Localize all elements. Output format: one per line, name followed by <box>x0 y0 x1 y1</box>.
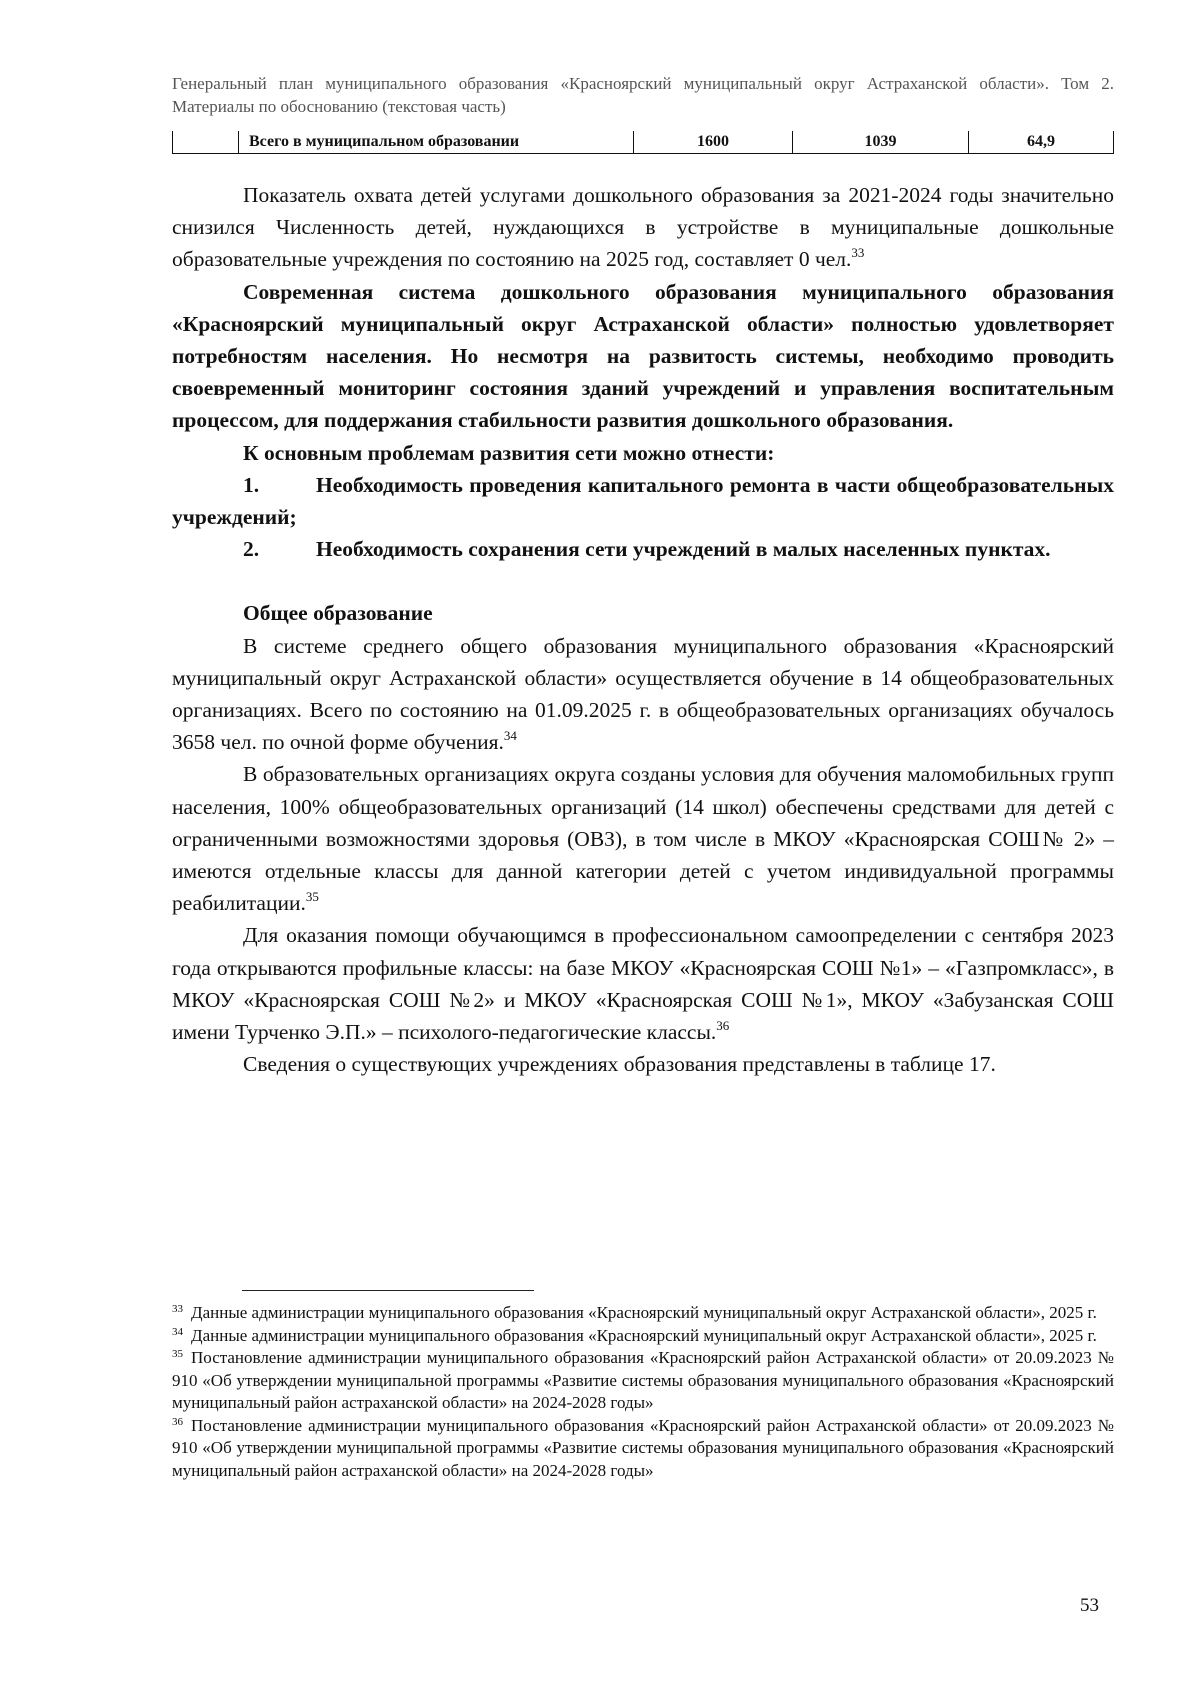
footnote: $^{35}$ Постановление администрации муниципального образования «Красноярский район Астраханской области» от 20.09.2023 № 910 «Об утверждении муниципальной программы «Развитие системы образования муниципального образования «Красноярский муниципальный район астраханской области» на 2024-2028 годы» <box>172 1348 1114 1412</box>
footnote-ref[interactable]: 36 <box>716 1018 730 1034</box>
footnote-ref[interactable]: 35 <box>305 889 319 905</box>
table-cell-value: 64,9 <box>1027 133 1055 150</box>
paragraph-bold: Современная система дошкольного образования муниципального образования «Красноярский муниципальный округ Астраханской области» полностью удовлетворяет потребностям населения. Но несмотря на развитость системы, необходимо проводить своевременный мониторинг состояния зданий учреждений и управления воспитательным процессом, для поддержания стабильности развития дошкольного образования. <box>172 279 1114 433</box>
table-cell-empty <box>173 131 239 153</box>
footnote-ref[interactable]: 34 <box>503 728 517 744</box>
paragraph: Для оказания помощи обучающимся в профессиональном самоопределении с сентября 2023 года открываются профильные классы: на базе МКОУ «Красноярская СОШ №1» – «Газпромкласс», в МКОУ «Красноярская СОШ №2» и МКОУ «Красноярская СОШ №1», МКОУ «Забузанская СОШ имени Турченко Э.П.» – психолого-педагогические классы.$^{36}$ <box>172 923 1114 1045</box>
document-page <box>172 72 1114 1080</box>
footnote: $^{36}$ Постановление администрации муниципального образования «Красноярский район Астраханской области» от 20.09.2023 № 910 «Об утверждении муниципальной программы «Развитие системы образования муниципального образования «Красноярский муниципальный район астраханской области» на 2024-2028 годы» <box>172 1415 1114 1480</box>
footnote: $^{33}$ Данные администрации муниципального образования «Красноярский муниципальный округ Астраханской области», 2025 г. <box>172 1303 1097 1322</box>
paragraph: Показатель охвата детей услугами дошкольного образования за 2021-2024 годы значительно снизился Численность детей, нуждающихся в устройстве в муниципальные дошкольные образовательные учреждения по состоянию на 2025 год, составляет 0 чел.$^{33}$ <box>172 183 1114 272</box>
paragraph: В системе среднего общего образования муниципального образования «Красноярский муниципальный округ Астраханской области» осуществляется обучение в 14 общеобразовательных организациях. Всего по состоянию на 01.09.2025 г. в общеобразовательных организациях обучалось 3658 чел. по очной форме обучения.$^{34}$ <box>172 633 1114 755</box>
table-total-row <box>172 131 1114 154</box>
page-number: 53 <box>1080 1595 1099 1616</box>
body-text <box>172 179 1114 1080</box>
paragraph: Сведения о существующих учреждениях образования представлены в таблице 17. <box>243 1052 996 1077</box>
footnote: $^{34}$ Данные администрации муниципального образования «Красноярский муниципальный округ Астраханской области», 2025 г. <box>172 1325 1097 1345</box>
list-intro: К основным проблемам развития сети можно отнести: <box>243 440 775 465</box>
list-item: 2. Необходимость сохранения сети учреждений в малых населенных пунктах. <box>243 537 1051 562</box>
footnotes <box>172 1302 1114 1482</box>
table-cell-label: Всего в муниципальном образовании <box>239 131 634 153</box>
section-heading: Общее образование <box>243 601 433 626</box>
footnote-separator <box>242 1290 534 1291</box>
footnote-ref[interactable]: 33 <box>851 245 865 261</box>
table-cell-value: 1600 <box>634 131 793 153</box>
list-item: 1. Необходимость проведения капитального ремонта в части общеобразовательных учреждений; <box>172 472 1114 530</box>
paragraph: В образовательных организациях округа созданы условия для обучения маломобильных групп населения, 100% общеобразовательных организаций (14 школ) обеспечены средствами для детей с ограниченными возможностями здоровья (ОВЗ), в том числе в МКОУ «Красноярская СОШ№ 2» – имеются отдельные классы для данной категории детей с учетом индивидуальной программы реабилитации.$^{35}$ <box>172 762 1114 916</box>
table-cell-value: 1039 <box>793 131 969 153</box>
running-header: Генеральный план муниципального образования «Красноярский муниципальный округ Астраханской области». Том 2. Материалы по обоснованию (текстовая часть) <box>172 74 1114 116</box>
